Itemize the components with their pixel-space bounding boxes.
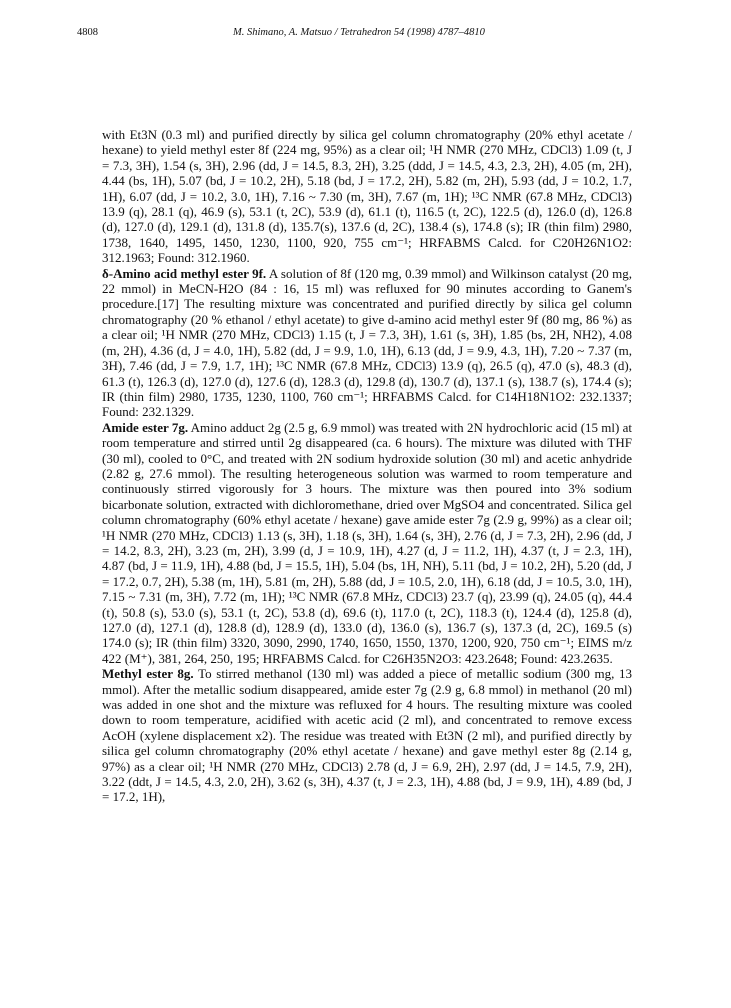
paragraph-8g	[102, 666, 632, 805]
compound-heading: Methyl ester 8g.	[102, 666, 194, 682]
page-number: 4808	[77, 27, 98, 38]
compound-heading: δ-Amino acid methyl ester 9f.	[102, 265, 267, 281]
paragraph-text: To stirred methanol (130 ml) was added a piece of metallic sodium (300 mg, 13 mmol). After the metallic sodium disappeared, amide ester 7g (2.9 g, 6.8 mmol) in methanol (20 ml) was added in one shot and the mixture was refluxed for 4 hours. The resulting mixture was cooled down to room temperature, acidified with acetic acid (2 ml), and concentrated to remove excess AcOH (xylene displacement x2). The residue was treated with Et3N (2 ml), and purified directly by silica gel column chromatography (20% ethyl acetate / hexane) and gave methyl ester 8g (2.14 g, 97%) as a clear oil; ¹H NMR (270 MHz, CDCl3) 2.78 (d, J = 6.9, 2H), 2.97 (dd, J = 14.5, 7.9, 2H), 3.22 (ddt, J = 14.5, 4.3, 2.0, 2H), 3.62 (s, 3H), 4.37 (t, J = 2.3, 1H), 4.88 (bd, J = 9.9, 1H), 4.89 (bd, J = 17.2, 1H),	[102, 666, 633, 805]
compound-heading: Amide ester 7g.	[102, 419, 189, 435]
paragraph-text: A solution of 8f (120 mg, 0.39 mmol) and Wilkinson catalyst (20 mg, 22 mmol) in MeCN-H2O (84 : 16, 15 ml) was refluxed for 90 minutes according to Ganem's procedure.[17] The resulting mixture was concentrated and purified directly by silica gel column chromatography (20 % ethanol / ethyl acetate) to give d-amino acid methyl ester 9f (80 mg, 86 %) as a clear oil; ¹H NMR (270 MHz, CDCl3) 1.15 (t, J = 7.3, 3H), 1.61 (s, 3H), 1.85 (bs, 2H, NH2), 4.08 (m, 2H), 4.36 (d, J = 4.0, 1H), 5.82 (dd, J = 9.9, 1.0, 1H), 6.13 (dd, J = 9.9, 4.3, 1H), 7.20 ~ 7.37 (m, 3H), 7.46 (dd, J = 7.9, 1.7, 1H); ¹³C NMR (67.8 MHz, CDCl3) 13.9 (q), 26.5 (q), 47.0 (s), 48.3 (d), 61.3 (t), 126.3 (d), 127.0 (d), 127.6 (d), 128.3 (d), 129.8 (d), 130.7 (d), 137.1 (s), 138.7 (s), 174.4 (s); IR (thin film) 2980, 1735, 1230, 1100, 760 cm⁻¹; HRFABMS Calcd. for C14H18N1O2: 232.1337; Found: 232.1329.	[102, 265, 633, 420]
experimental-text	[102, 127, 632, 805]
page-header	[77, 27, 655, 43]
running-title: M. Shimano, A. Matsuo / Tetrahedron 54 (1998) 4787–4810	[233, 27, 485, 38]
paragraph-7g	[102, 420, 632, 667]
paragraph-8f-continued	[102, 127, 632, 266]
paragraph-text: Amino adduct 2g (2.5 g, 6.9 mmol) was treated with 2N hydrochloric acid (15 ml) at room temperature and stirred until 2g disappeared (ca. 6 hours). The mixture was diluted with THF (30 ml), cooled to 0°C, and treated with 2N sodium hydroxide solution (30 ml) and acetic anhydride (2.82 g, 27.6 mmol). The resulting heterogeneous solution was warmed to room temperature and continuously stirred vigorously for 3 hours. The mixture was then poured into 3% sodium bicarbonate solution, extracted with dichloromethane, dried over MgSO4 and concentrated. Silica gel column chromatography (60% ethyl acetate / hexane) gave amide ester 7g (2.9 g, 99%) as a clear oil; ¹H NMR (270 MHz, CDCl3) 1.13 (s, 3H), 1.18 (s, 3H), 1.64 (s, 3H), 2.76 (d, J = 7.3, 2H), 2.96 (dd, J = 14.2, 8.3, 2H), 3.23 (m, 2H), 3.99 (d, J = 10.9, 1H), 4.27 (d, J = 11.2, 1H), 4.37 (t, J = 2.3, 1H), 4.87 (bd, J = 11.9, 1H), 4.88 (bd, J = 15.5, 1H), 5.04 (bs, 1H, NH), 5.11 (bd, J = 10.2, 2H), 5.20 (dd, J = 17.2, 0.7, 2H), 5.38 (m, 1H), 5.81 (m, 2H), 5.88 (dd, J = 10.5, 2.0, 1H), 6.18 (dd, J = 10.5, 3.0, 1H), 7.15 ~ 7.31 (m, 3H), 7.72 (m, 1H); ¹³C NMR (67.8 MHz, CDCl3) 23.7 (q), 23.99 (q), 24.05 (q), 44.4 (t), 50.8 (s), 53.0 (s), 53.1 (t, 2C), 53.8 (d), 69.6 (t), 117.0 (t, 2C), 118.3 (t), 124.4 (d), 125.8 (d), 127.0 (d), 127.1 (d), 128.8 (d), 128.9 (d), 133.0 (d), 136.0 (s), 136.7 (s), 137.3 (d, 2C), 169.5 (s) 174.0 (s); IR (thin film) 3320, 3090, 2990, 1740, 1650, 1550, 1370, 1200, 920, 750 cm⁻¹; EIMS m/z 422 (M⁺), 381, 264, 250, 195; HRFABMS Calcd. for C26H35N2O3: 423.2648; Found: 423.2635.	[102, 419, 632, 666]
paragraph-text: with Et3N (0.3 ml) and purified directly by silica gel column chromatography (20% ethyl acetate / hexane) to yield methyl ester 8f (224 mg, 95%) as a clear oil; ¹H NMR (270 MHz, CDCl3) 1.09 (t, J = 7.3, 3H), 1.54 (s, 3H), 2.96 (dd, J = 14.5, 8.3, 2H), 3.25 (ddd, J = 14.5, 4.3, 2.3, 2H), 4.05 (m, 2H), 4.44 (bs, 1H), 5.07 (bd, J = 10.2, 2H), 5.18 (bd, J = 17.2, 2H), 5.82 (m, 2H), 5.93 (dd, J = 10.2, 1.7, 1H), 6.07 (dd, J = 10.2, 3.0, 1H), 7.16 ~ 7.30 (m, 3H), 7.67 (m, 1H); ¹³C NMR (67.8 MHz, CDCl3) 13.9 (q), 28.1 (q), 46.9 (s), 53.1 (t, 2C), 53.9 (d), 61.1 (t), 116.5 (t, 2C), 122.5 (d), 126.0 (d), 126.8 (d), 127.0 (d), 129.1 (d), 131.8 (d), 135.7(s), 137.6 (d, 2C), 138.4 (s), 174.8 (s); IR (thin film) 2980, 1738, 1640, 1495, 1450, 1230, 1100, 920, 755 cm⁻¹; HRFABMS Calcd. for C20H26N1O2: 312.1963; Found: 312.1960.	[102, 127, 632, 266]
paragraph-9f	[102, 266, 632, 420]
